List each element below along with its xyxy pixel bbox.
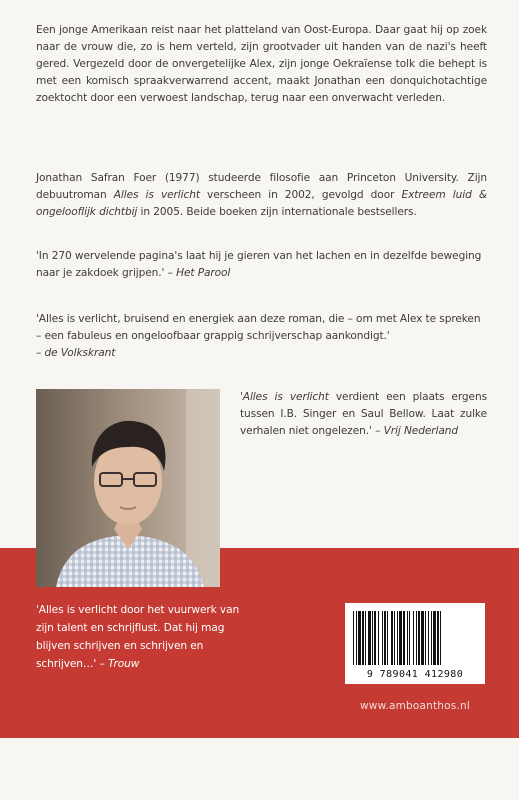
isbn-barcode	[345, 603, 485, 684]
barcode-bar	[374, 611, 376, 665]
publisher-website: www.amboanthos.nl	[360, 700, 470, 712]
barcode-bar	[387, 611, 388, 665]
barcode-bar	[418, 611, 420, 665]
barcode-bar	[437, 611, 439, 665]
barcode-bar	[394, 611, 395, 665]
barcode-bar	[382, 611, 383, 665]
barcode-bar	[403, 611, 405, 665]
author-bio-paragraph: Jonathan Safran Foer (1977) studeerde filosofie aan Princeton University. Zijn debuutroman Alles is verlicht verscheen in 2002, gevolgd door Extreem luid & ongelooflijk dichtbij in 2005. Beide boeken zijn internationale bestsellers.	[36, 172, 487, 218]
barcode-bar	[433, 611, 436, 665]
barcode-bar	[358, 611, 361, 665]
barcode-bar	[356, 611, 357, 665]
barcode-bars	[345, 603, 485, 669]
bottom-strip	[0, 738, 519, 800]
quote-vrij-nederland: 'Alles is verlicht verdient een plaats ergens tussen I.B. Singer en Saul Bellow. Laat zulke verhalen niet ongelezen.' – Vrij Nederland	[240, 391, 487, 437]
barcode-bar	[409, 611, 410, 665]
barcode-bar	[384, 611, 386, 665]
barcode-bar	[425, 611, 426, 665]
barcode-bar	[365, 611, 366, 665]
isbn-digits: 9 789041 412980	[366, 669, 464, 680]
barcode-bar	[372, 611, 373, 665]
barcode-bar	[353, 611, 354, 665]
barcode-bar	[378, 611, 379, 665]
barcode-bar	[416, 611, 417, 665]
barcode-bar	[362, 611, 364, 665]
barcode-bar	[413, 611, 414, 665]
quote-trouw: 'Alles is verlicht door het vuurwerk van zijn talent en schrijflust. Dat hij mag blijven schrijven en schrijven en schrijven…' – Trouw	[36, 604, 240, 670]
synopsis-paragraph: Een jonge Amerikaan reist naar het platteland van Oost-Europa. Daar gaat hij op zoek naar de vrouw die, zo is hem verteld, zijn grootvader uit handen van de nazi's heeft gered. Vergezeld door de onvergetelijke Alex, zijn jonge Oekraïense tolk die behept is met een komisch spraakverwarrend accent, maakt Jonathan een donquichotachtige zoektocht door een verwoest landschap, terug naar een onverwacht verleden.	[36, 24, 487, 104]
barcode-bar	[399, 611, 402, 665]
book-title-alles-is-verlicht: Alles is verlicht	[113, 189, 200, 201]
barcode-bar	[397, 611, 398, 665]
barcode-bar	[391, 611, 393, 665]
barcode-bar	[368, 611, 371, 665]
barcode-bar	[440, 611, 441, 665]
book-title-extreem-luid: Extreem luid & ongelooflijk dichtbij	[36, 189, 487, 218]
barcode-bar	[428, 611, 429, 665]
quote-volkskrant: 'Alles is verlicht, bruisend en energiek aan deze roman, die – om met Alex te spreken – een fabuleus en ongeloofbaar grappig schrijverschap aankondigt.' – de Volkskrant	[36, 313, 481, 359]
quote-het-parool: 'In 270 wervelende pagina's laat hij je gieren van het lachen en in dezelfde beweging naar je zakdoek grijpen.' – Het Parool	[36, 250, 482, 279]
barcode-bar	[421, 611, 424, 665]
author-photo	[36, 389, 220, 587]
barcode-bar	[407, 611, 408, 665]
barcode-bar	[431, 611, 432, 665]
